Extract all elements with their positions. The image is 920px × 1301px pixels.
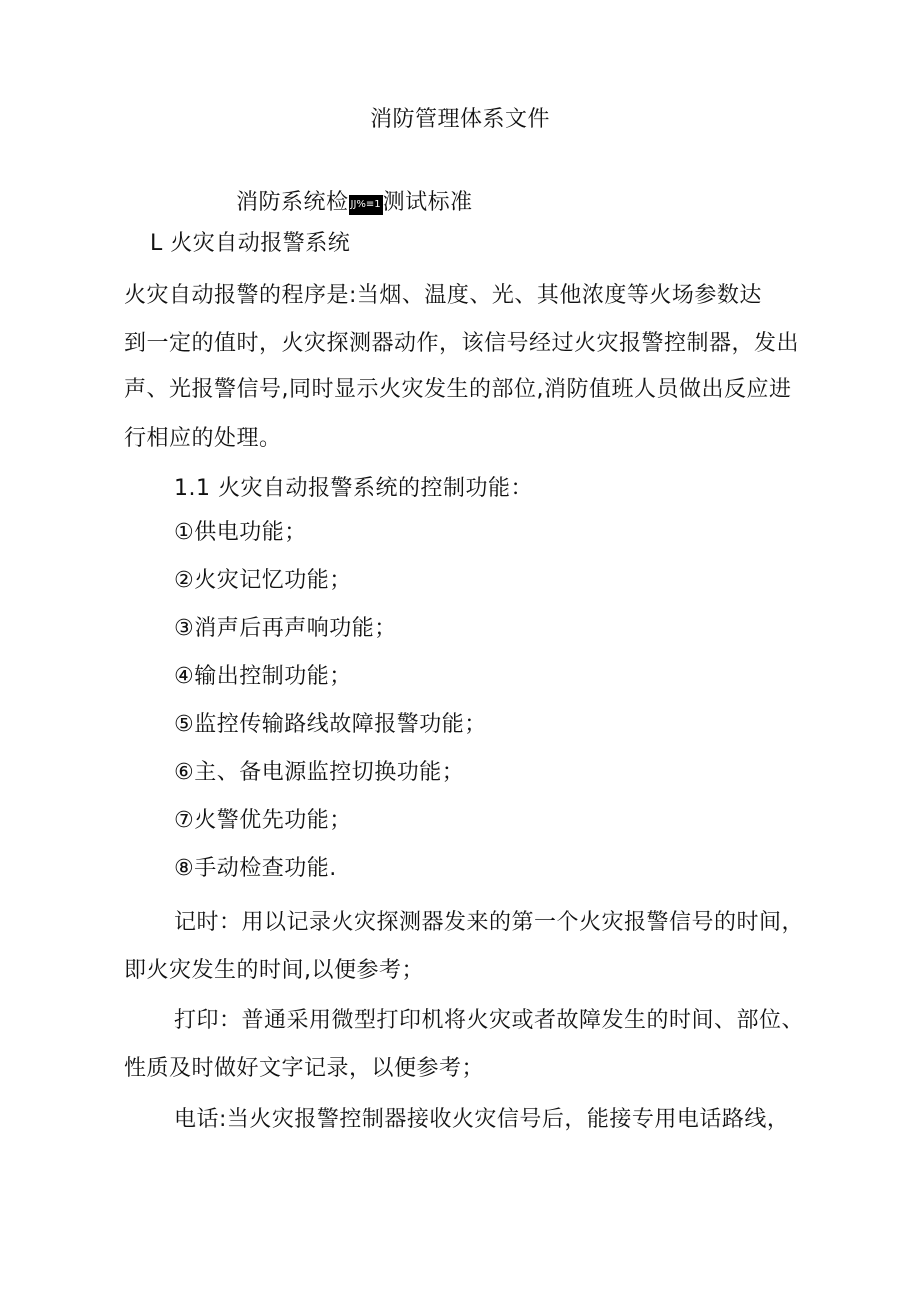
function-list-item: ③消声后再声响功能；: [174, 616, 397, 641]
redaction-mark: JJ%≡1: [349, 195, 383, 215]
function-list-item: ⑧手动检查功能.: [174, 856, 337, 881]
phone-paragraph-line: 电话:当火灾报警控制器接收火灾信号后，能接专用电话路线，: [174, 1107, 790, 1132]
function-list-item: ②火灾记忆功能；: [174, 568, 352, 593]
printing-paragraph-line: 性质及时做好文字记录，以便参考；: [124, 1056, 485, 1081]
intro-paragraph-line: 火灾自动报警的程序是:当烟、温度、光、其他浓度等火场参数达: [124, 283, 762, 308]
intro-paragraph-line: 行相应的处理。: [124, 426, 282, 451]
intro-paragraph-line: 到一定的值时，火灾探测器动作，该信号经过火灾报警控制器，发出: [124, 331, 800, 356]
timing-paragraph-line: 即火灾发生的时间,以便参考；: [124, 958, 424, 983]
function-list-item: ④输出控制功能；: [174, 664, 352, 689]
intro-paragraph-line: 声、光报警信号,同时显示火灾发生的部位,消防值班人员做出反应进: [124, 377, 792, 402]
function-list-item: ⑦火警优先功能；: [174, 808, 352, 833]
timing-paragraph-line: 记时：用以记录火灾探测器发来的第一个火灾报警信号的时间，: [174, 910, 805, 935]
subsection-heading: 1.1 火灾自动报警系统的控制功能：: [174, 476, 533, 501]
function-list-item: ⑥主、备电源监控切换功能；: [174, 760, 465, 785]
function-list-item: ⑤监控传输路线故障报警功能；: [174, 712, 487, 737]
function-list-item: ①供电功能；: [174, 520, 307, 545]
subtitle-text-after: 测试标准: [382, 190, 473, 215]
document-subtitle: [236, 189, 473, 217]
printing-paragraph-line: 打印：普通采用微型打印机将火灾或者故障发生的时间、部位、: [174, 1008, 805, 1033]
subtitle-text-before: 消防系统检: [236, 190, 349, 215]
section-heading: L 火灾自动报警系统: [150, 231, 351, 256]
document-header-title: 消防管理体系文件: [369, 107, 550, 132]
